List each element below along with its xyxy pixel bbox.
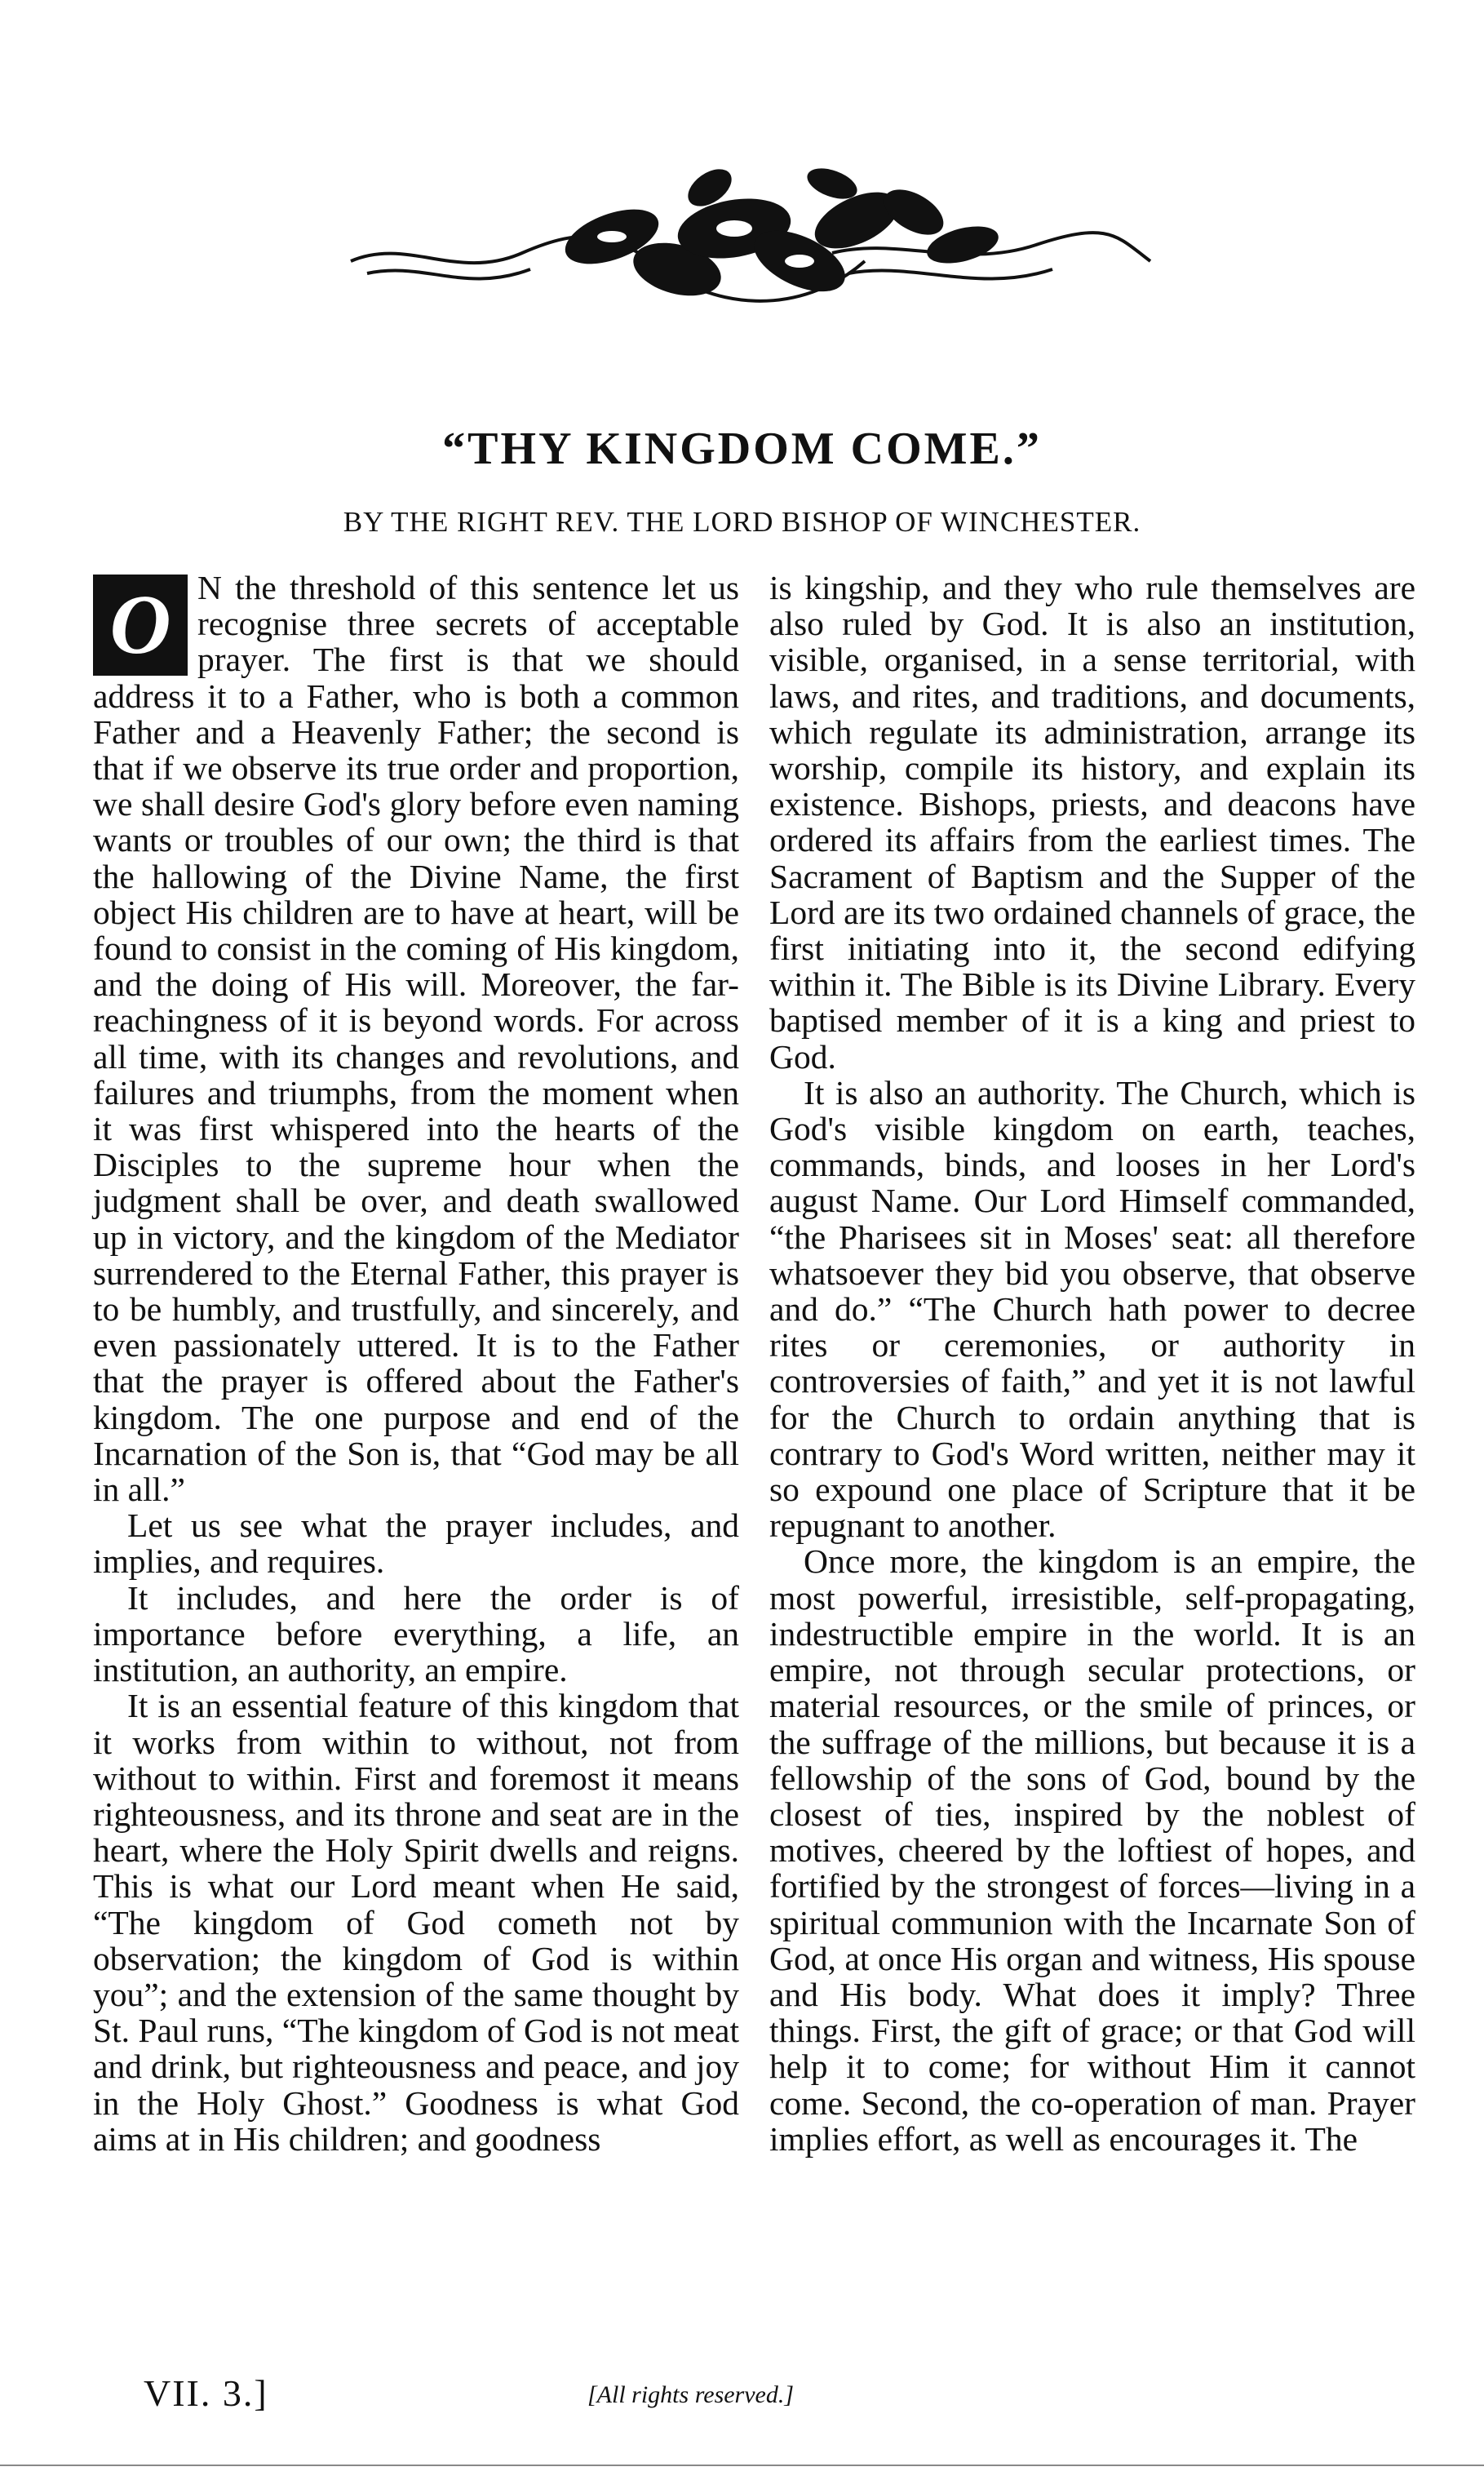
- drop-cap: O: [93, 575, 188, 676]
- bottom-divider: [0, 2465, 1484, 2466]
- paragraph: Once more, the kingdom is an empire, the most powerful, irresistible, self-propagating, indestructible empire in the world. It is an empire, not through secular protections, or material resources, or the smile of princes, or the suffrage of the millions, but because it is a fellowship of the sons of God, bound by the closest of ties, inspired by the noblest of motives, cheered by the loftiest of hopes, and fortified by the strongest of forces—living in a spiritual communion with the Incarnate Son of God, at once His organ and witness, His spouse and His body. What does it imply? Three things. First, the gift of grace; or that God will help it to come; for without Him it cannot come. Second, the co-operation of man. Prayer implies effort, as well as encourages it. The: [769, 1542, 1415, 2158]
- author-byline: BY THE RIGHT REV. THE LORD BISHOP OF WINCHESTER.: [343, 506, 1141, 538]
- paragraph: It includes, and here the order is of importance before everything, a life, an institution, an authority, an empire.: [93, 1578, 739, 1689]
- left-column: [93, 570, 739, 2157]
- article-title: “THY KINGDOM COME.”: [442, 424, 1042, 474]
- floral-ribbon-ornament-icon: [343, 139, 1158, 343]
- paragraph: O N the threshold of this sentence let us recognise three secrets of acceptable prayer. The first is that we should address it to a Father, who is both a common Father and a Heavenly Father; the second is that if we observe its true order and proportion, we shall desire God's glory before even naming wants or troubles of our own; the third is that the hallowing of the Divine Name, the first object His children are to have at heart, will be found to consist in the coming of His kingdom, and the doing of His will. Moreover, the far-reachingness of it is beyond words. For across all time, with its changes and revolutions, and failures and triumphs, from the moment when it was first whispered into the hearts of the Disciples to the supreme hour when the judgment shall be over, and death swallowed up in victory, and the kingdom of the Mediator surrendered to the Eternal Father, this prayer is to be humbly, and trustfully, and sincerely, and even passionately uttered. It is to the Father that the prayer is offered about the Father's kingdom. The one purpose and end of the Incarnation of the Son is, that “God may be all in all.”: [93, 569, 739, 1509]
- paragraph: It is an essential feature of this kingdom that it works from within to without, not from without to within. First and foremost it means righteousness, and its throne and seat are in the heart, where the Holy Spirit dwells and reigns. This is what our Lord meant when He said, “The kingdom of God cometh not by observation; the kingdom of God is within you”; and the extension of the same thought by St. Paul runs, “The kingdom of God is not meat and drink, but righteousness and peace, and joy in the Holy Ghost.” Goodness is what God aims at in His children; and goodness: [93, 1687, 739, 2158]
- paragraph: It is also an authority. The Church, which is God's visible kingdom on earth, teaches, commands, binds, and looses in her Lord's august Name. Our Lord Himself commanded, “the Pharisees sit in Moses' seat: all therefore whatsoever they bid you observe, that observe and do.” “The Church hath power to decree rites or ceremonies, or authority in controversies of faith,” and yet it is not lawful for the Church to ordain anything that is contrary to God's Word written, neither may it so expound one place of Scripture that it be repugnant to another.: [769, 1073, 1415, 1545]
- paragraph: Let us see what the prayer includes, and implies, and requires.: [93, 1506, 739, 1581]
- rights-notice: [All rights reserved.]: [587, 2381, 795, 2408]
- paragraph: is kingship, and they who rule themselves are also ruled by God. It is also an institution, visible, organised, in a sense territorial, with laws, and rites, and traditions, and documents, which regulate its administration, arrange its worship, compile its history, and explain its existence. Bishops, priests, and deacons have ordered its affairs from the earliest times. The Sacrament of Baptism and the Supper of the Lord are its two ordained channels of grace, the first initiating into it, the second edifying within it. The Bible is its Divine Library. Every baptised member of it is a king and priest to God.: [769, 569, 1415, 1076]
- signature-mark: VII. 3.]: [144, 2372, 268, 2414]
- right-column: [769, 570, 1415, 2157]
